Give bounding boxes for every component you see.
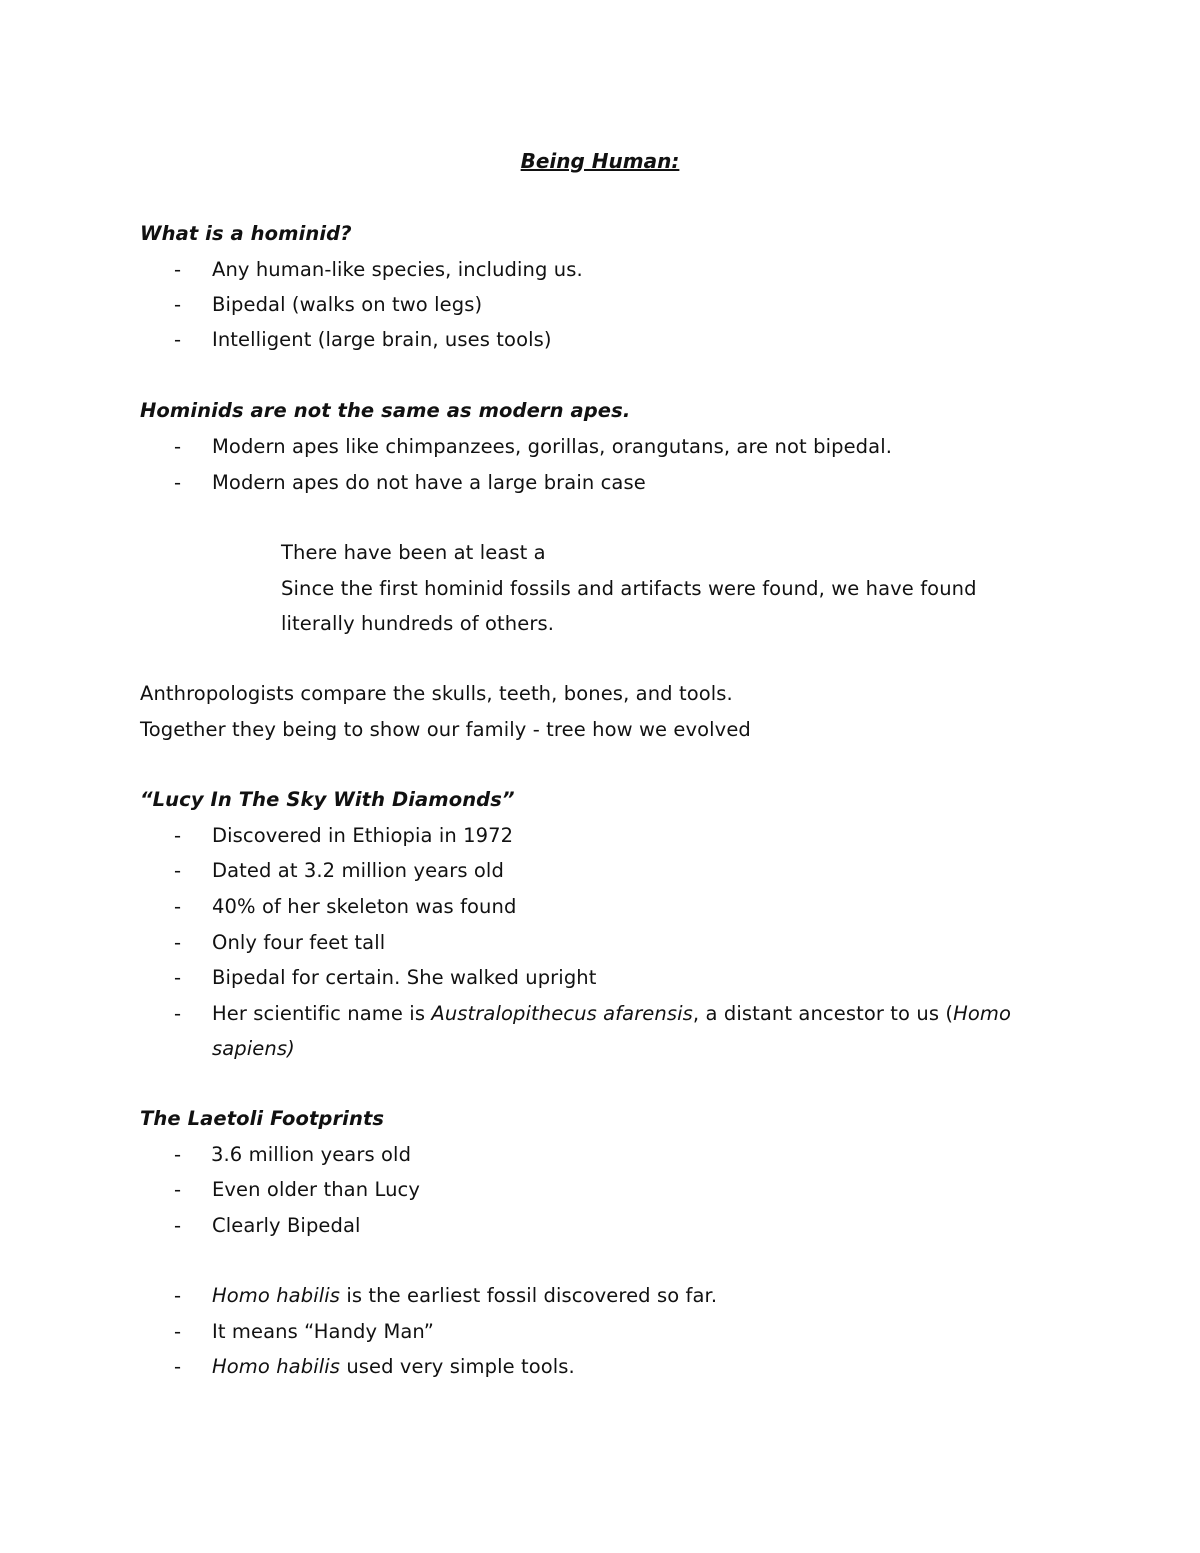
bullet-dash: - bbox=[174, 966, 182, 989]
indented-line: There have been at least a bbox=[281, 541, 546, 564]
list-item-text: is the earliest fossil discovered so far. bbox=[340, 1284, 718, 1307]
scientific-name: Australopithecus afarensis bbox=[431, 1002, 693, 1025]
list-item: Any human-like species, including us. bbox=[212, 258, 583, 281]
list-item: Even older than Lucy bbox=[212, 1178, 421, 1201]
list-item: Dated at 3.2 million years old bbox=[212, 859, 504, 882]
list-item-text: used very simple tools. bbox=[340, 1355, 575, 1378]
paragraph-line: Anthropologists compare the skulls, teeth, bones, and tools. bbox=[140, 682, 733, 705]
scientific-name: sapiens) bbox=[212, 1037, 295, 1060]
list-item-scientific-name bbox=[212, 1002, 1011, 1026]
indented-line: literally hundreds of others. bbox=[281, 612, 554, 635]
bullet-dash: - bbox=[174, 293, 182, 316]
list-item: 40% of her skeleton was found bbox=[212, 895, 517, 918]
bullet-dash: - bbox=[174, 1143, 182, 1166]
bullet-dash: - bbox=[174, 824, 182, 847]
bullet-dash: - bbox=[174, 1002, 182, 1025]
paragraph-line: Together they being to show our family - tree how we evolved bbox=[140, 718, 751, 741]
bullet-dash: - bbox=[174, 1284, 182, 1307]
bullet-dash: - bbox=[174, 895, 182, 918]
list-item: Only four feet tall bbox=[212, 931, 386, 954]
list-item: It means “Handy Man” bbox=[212, 1320, 435, 1343]
list-item: Intelligent (large brain, uses tools) bbox=[212, 328, 552, 351]
list-item bbox=[212, 1355, 575, 1379]
bullet-dash: - bbox=[174, 328, 182, 351]
list-item-continuation bbox=[212, 1037, 295, 1061]
list-item bbox=[212, 1284, 717, 1308]
list-item: Modern apes do not have a large brain case bbox=[212, 471, 646, 494]
list-item: Bipedal (walks on two legs) bbox=[212, 293, 483, 316]
bullet-dash: - bbox=[174, 1214, 182, 1237]
page-title: Being Human: bbox=[520, 149, 680, 173]
list-item: Bipedal for certain. She walked upright bbox=[212, 966, 597, 989]
scientific-name: Homo habilis bbox=[212, 1284, 341, 1307]
list-item-text: , a distant ancestor to us ( bbox=[692, 1002, 954, 1025]
section-heading-laetoli: The Laetoli Footprints bbox=[140, 1107, 385, 1130]
bullet-dash: - bbox=[174, 435, 182, 458]
section-heading-lucy: “Lucy In The Sky With Diamonds” bbox=[140, 788, 515, 811]
indented-line: Since the first hominid fossils and artifacts were found, we have found bbox=[281, 577, 977, 600]
scientific-name: Homo bbox=[953, 1002, 1012, 1025]
bullet-dash: - bbox=[174, 1320, 182, 1343]
section-heading-hominid: What is a hominid? bbox=[140, 222, 352, 245]
list-item: Modern apes like chimpanzees, gorillas, orangutans, are not bipedal. bbox=[212, 435, 893, 458]
list-item-text: Her scientific name is bbox=[212, 1002, 432, 1025]
bullet-dash: - bbox=[174, 471, 182, 494]
list-item: Discovered in Ethiopia in 1972 bbox=[212, 824, 514, 847]
section-heading-apes: Hominids are not the same as modern apes. bbox=[140, 399, 631, 422]
bullet-dash: - bbox=[174, 258, 182, 281]
list-item: Clearly Bipedal bbox=[212, 1214, 361, 1237]
bullet-dash: - bbox=[174, 859, 182, 882]
list-item: 3.6 million years old bbox=[211, 1143, 412, 1166]
bullet-dash: - bbox=[174, 1355, 182, 1378]
scientific-name: Homo habilis bbox=[212, 1355, 341, 1378]
bullet-dash: - bbox=[174, 1178, 182, 1201]
bullet-dash: - bbox=[174, 931, 182, 954]
